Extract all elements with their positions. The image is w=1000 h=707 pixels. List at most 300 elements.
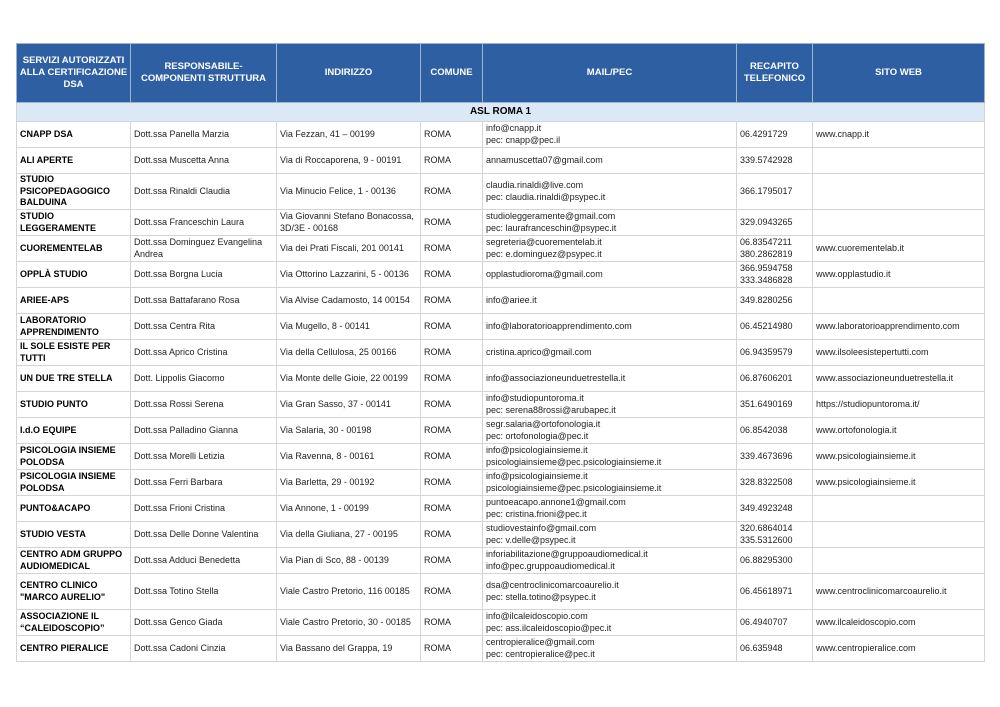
header-recapito: RECAPITO TELEFONICO bbox=[737, 44, 813, 103]
responsible-cell bbox=[131, 496, 277, 522]
comune-text: ROMA bbox=[424, 242, 451, 253]
service-name-cell bbox=[17, 236, 131, 262]
phone-cell bbox=[737, 262, 813, 288]
phone-cell bbox=[737, 288, 813, 314]
comune-text: ROMA bbox=[424, 528, 451, 539]
service-name-cell bbox=[17, 548, 131, 574]
resp-text: Dott.ssa Borgna Lucia bbox=[134, 268, 223, 279]
tel-text: 06.4940707 bbox=[740, 616, 788, 627]
website-cell bbox=[813, 366, 985, 392]
mail-text: info@psicologiainsieme.it bbox=[486, 471, 588, 481]
address-cell bbox=[277, 340, 421, 366]
tel-text: 06.94359579 bbox=[740, 346, 793, 357]
address-cell bbox=[277, 548, 421, 574]
address-cell bbox=[277, 444, 421, 470]
table-row bbox=[17, 444, 985, 470]
mail-text: segreteria@cuorementelab.it bbox=[486, 237, 602, 247]
table-row bbox=[17, 418, 985, 444]
mail-text: pec: cristina.frioni@pec.it bbox=[486, 508, 587, 519]
header-servizi: SERVIZI AUTORIZZATI ALLA CERTIFICAZIONE DSA bbox=[17, 44, 131, 103]
web-text: www.opplastudio.it bbox=[816, 268, 891, 279]
phone-cell bbox=[737, 366, 813, 392]
address-cell bbox=[277, 574, 421, 610]
name-text: PSICOLOGIA INSIEME POLODSA bbox=[20, 445, 116, 467]
comune-cell bbox=[421, 366, 483, 392]
name-text: ARIEE-APS bbox=[20, 294, 70, 305]
responsible-cell bbox=[131, 148, 277, 174]
mail-cell bbox=[483, 262, 737, 288]
responsible-cell bbox=[131, 174, 277, 210]
address-cell bbox=[277, 610, 421, 636]
web-text: www.cnapp.it bbox=[816, 128, 870, 139]
resp-text: Dott.ssa Panella Marzia bbox=[134, 128, 230, 139]
resp-text: Dott.ssa Genco Giada bbox=[134, 616, 223, 627]
mail-text: info@pec.gruppoaudiomedical.it bbox=[486, 560, 615, 571]
website-cell bbox=[813, 610, 985, 636]
website-cell bbox=[813, 636, 985, 662]
mail-text: pec: centropieralice@pec.it bbox=[486, 648, 595, 659]
website-cell bbox=[813, 340, 985, 366]
resp-text: Dott.ssa Franceschin Laura bbox=[134, 216, 245, 227]
table-row bbox=[17, 574, 985, 610]
service-name-cell bbox=[17, 288, 131, 314]
web-text: www.ilsoleesistepertutti.com bbox=[816, 346, 929, 357]
mail-cell bbox=[483, 574, 737, 610]
addr-text: Via Fezzan, 41 – 00199 bbox=[280, 128, 375, 139]
phone-cell bbox=[737, 470, 813, 496]
mail-text: puntoeacapo.annone1@gmail.com bbox=[486, 497, 626, 507]
comune-text: ROMA bbox=[424, 554, 451, 565]
table-row bbox=[17, 496, 985, 522]
address-cell bbox=[277, 522, 421, 548]
name-text: UN DUE TRE STELLA bbox=[20, 372, 113, 383]
website-cell bbox=[813, 174, 985, 210]
service-name-cell bbox=[17, 262, 131, 288]
name-text: CENTRO CLINICO "MARCO AURELIO" bbox=[20, 580, 106, 602]
comune-cell bbox=[421, 636, 483, 662]
address-cell bbox=[277, 418, 421, 444]
comune-text: ROMA bbox=[424, 216, 451, 227]
web-text: www.associazioneunduetrestella.it bbox=[816, 372, 954, 383]
table-row bbox=[17, 470, 985, 496]
resp-text: Dott.ssa Battafarano Rosa bbox=[134, 294, 240, 305]
addr-text: Via Gran Sasso, 37 - 00141 bbox=[280, 398, 391, 409]
name-text: PUNTO&ACAPO bbox=[20, 502, 91, 513]
service-name-cell bbox=[17, 340, 131, 366]
responsible-cell bbox=[131, 122, 277, 148]
mail-cell bbox=[483, 636, 737, 662]
web-text: www.centropieralice.com bbox=[816, 642, 916, 653]
mail-text: psicologiainsieme@pec.psicologiainsieme.it bbox=[486, 482, 662, 493]
mail-text: pec: v.delle@psypec.it bbox=[486, 534, 576, 545]
name-text: OPPLÀ STUDIO bbox=[20, 268, 88, 279]
addr-text: Via Monte delle Gioie, 22 00199 bbox=[280, 372, 408, 383]
service-name-cell bbox=[17, 366, 131, 392]
website-cell bbox=[813, 418, 985, 444]
responsible-cell bbox=[131, 548, 277, 574]
resp-text: Dott.ssa Adduci Benedetta bbox=[134, 554, 241, 565]
address-cell bbox=[277, 470, 421, 496]
comune-cell bbox=[421, 470, 483, 496]
addr-text: Via Ravenna, 8 - 00161 bbox=[280, 450, 375, 461]
mail-cell bbox=[483, 470, 737, 496]
mail-text: info@associazioneunduetrestella.it bbox=[486, 372, 626, 383]
service-name-cell bbox=[17, 418, 131, 444]
comune-text: ROMA bbox=[424, 616, 451, 627]
comune-cell bbox=[421, 174, 483, 210]
comune-cell bbox=[421, 522, 483, 548]
comune-cell bbox=[421, 210, 483, 236]
responsible-cell bbox=[131, 236, 277, 262]
phone-cell bbox=[737, 418, 813, 444]
web-text: www.ortofonologia.it bbox=[816, 424, 897, 435]
name-text: ASSOCIAZIONE IL “CALEIDOSCOPIO” bbox=[20, 611, 105, 633]
mail-text: info@studiopuntoroma.it bbox=[486, 393, 584, 403]
phone-cell bbox=[737, 496, 813, 522]
tel-text: 06.83547211 bbox=[740, 237, 792, 247]
addr-text: Viale Castro Pretorio, 116 00185 bbox=[280, 585, 410, 596]
tel-text: 328.8322508 bbox=[740, 476, 793, 487]
web-text: www.cuorementelab.it bbox=[816, 242, 905, 253]
mail-text: inforiabilitazione@gruppoaudiomedical.it bbox=[486, 549, 648, 559]
service-name-cell bbox=[17, 392, 131, 418]
mail-cell bbox=[483, 610, 737, 636]
mail-text: info@ilcaleidoscopio.com bbox=[486, 611, 588, 621]
mail-text: psicologiainsieme@pec.psicologiainsieme.it bbox=[486, 456, 662, 467]
mail-text: pec: stella.totino@psypec.it bbox=[486, 591, 596, 602]
resp-text: Dott.ssa Aprico Cristina bbox=[134, 346, 228, 357]
web-text: www.laboratorioapprendimento.com bbox=[816, 320, 960, 331]
name-text: CENTRO PIERALICE bbox=[20, 642, 109, 653]
tel-text: 320.6864014 bbox=[740, 523, 793, 533]
addr-text: Via Ottorino Lazzarini, 5 - 00136 bbox=[280, 268, 409, 279]
service-name-cell bbox=[17, 574, 131, 610]
comune-cell bbox=[421, 610, 483, 636]
website-cell bbox=[813, 548, 985, 574]
name-text: PSICOLOGIA INSIEME POLODSA bbox=[20, 471, 116, 493]
responsible-cell bbox=[131, 418, 277, 444]
tel-text: 06.45214980 bbox=[740, 320, 793, 331]
comune-cell bbox=[421, 418, 483, 444]
addr-text: Via della Giuliana, 27 - 00195 bbox=[280, 528, 398, 539]
resp-text: Dott.ssa Rinaldi Claudia bbox=[134, 185, 231, 196]
tel-text: 349.4923248 bbox=[740, 502, 793, 513]
mail-cell bbox=[483, 392, 737, 418]
responsible-cell bbox=[131, 314, 277, 340]
comune-text: ROMA bbox=[424, 450, 451, 461]
mail-cell bbox=[483, 496, 737, 522]
addr-text: Via Salaria, 30 - 00198 bbox=[280, 424, 372, 435]
addr-text: Via Giovanni Stefano Bonacossa, 3D/3E - 00168 bbox=[280, 211, 414, 233]
address-cell bbox=[277, 496, 421, 522]
service-name-cell bbox=[17, 522, 131, 548]
comune-text: ROMA bbox=[424, 424, 451, 435]
comune-text: ROMA bbox=[424, 502, 451, 513]
mail-text: pec: cnapp@pec.il bbox=[486, 134, 561, 145]
service-name-cell bbox=[17, 174, 131, 210]
addr-text: Via della Cellulosa, 25 00166 bbox=[280, 346, 397, 357]
section-title: ASL ROMA 1 bbox=[17, 103, 985, 122]
address-cell bbox=[277, 236, 421, 262]
responsible-cell bbox=[131, 610, 277, 636]
service-name-cell bbox=[17, 636, 131, 662]
phone-cell bbox=[737, 574, 813, 610]
document-page bbox=[16, 43, 985, 662]
tel-text: 333.3486828 bbox=[740, 274, 793, 285]
service-name-cell bbox=[17, 314, 131, 340]
name-text: CNAPP DSA bbox=[20, 128, 73, 139]
web-text: https://studiopuntoroma.it/ bbox=[816, 398, 920, 409]
comune-cell bbox=[421, 236, 483, 262]
comune-cell bbox=[421, 548, 483, 574]
responsible-cell bbox=[131, 574, 277, 610]
responsible-cell bbox=[131, 288, 277, 314]
responsible-cell bbox=[131, 340, 277, 366]
name-text: I.d.O EQUIPE bbox=[20, 424, 77, 435]
phone-cell bbox=[737, 522, 813, 548]
mail-text: info@cnapp.it bbox=[486, 123, 542, 133]
mail-text: claudia.rinaldi@live.com bbox=[486, 180, 584, 190]
table-row bbox=[17, 366, 985, 392]
website-cell bbox=[813, 444, 985, 470]
tel-text: 06.88295300 bbox=[740, 554, 793, 565]
mail-cell bbox=[483, 340, 737, 366]
phone-cell bbox=[737, 392, 813, 418]
comune-text: ROMA bbox=[424, 128, 451, 139]
addr-text: Via Mugello, 8 - 00141 bbox=[280, 320, 370, 331]
name-text: IL SOLE ESISTE PER TUTTI bbox=[20, 341, 111, 363]
tel-text: 349.8280256 bbox=[740, 294, 793, 305]
address-cell bbox=[277, 122, 421, 148]
table-row bbox=[17, 314, 985, 340]
header-indirizzo: INDIRIZZO bbox=[277, 44, 421, 103]
comune-text: ROMA bbox=[424, 398, 451, 409]
name-text: STUDIO LEGGERAMENTE bbox=[20, 211, 97, 233]
mail-text: studiovestainfo@gmail.com bbox=[486, 523, 597, 533]
address-cell bbox=[277, 262, 421, 288]
resp-text: Dott.ssa Palladino Gianna bbox=[134, 424, 239, 435]
mail-text: pec: ass.ilcaleidoscopio@pec.it bbox=[486, 622, 612, 633]
website-cell bbox=[813, 288, 985, 314]
addr-text: Via Annone, 1 - 00199 bbox=[280, 502, 369, 513]
responsible-cell bbox=[131, 392, 277, 418]
table-row bbox=[17, 610, 985, 636]
mail-cell bbox=[483, 148, 737, 174]
resp-text: Dott.ssa Delle Donne Valentina bbox=[134, 528, 259, 539]
mail-cell bbox=[483, 236, 737, 262]
comune-text: ROMA bbox=[424, 320, 451, 331]
addr-text: Via Barletta, 29 - 00192 bbox=[280, 476, 375, 487]
comune-text: ROMA bbox=[424, 372, 451, 383]
table-row bbox=[17, 288, 985, 314]
section-row bbox=[17, 103, 985, 122]
resp-text: Dott.ssa Frioni Cristina bbox=[134, 502, 226, 513]
name-text: STUDIO VESTA bbox=[20, 528, 86, 539]
address-cell bbox=[277, 288, 421, 314]
comune-text: ROMA bbox=[424, 642, 451, 653]
comune-text: ROMA bbox=[424, 268, 451, 279]
table-row bbox=[17, 636, 985, 662]
tel-text: 06.635948 bbox=[740, 642, 783, 653]
tel-text: 06.4291729 bbox=[740, 128, 788, 139]
table-row bbox=[17, 548, 985, 574]
table-row bbox=[17, 174, 985, 210]
web-text: www.psicologiainsieme.it bbox=[816, 450, 916, 461]
phone-cell bbox=[737, 314, 813, 340]
mail-cell bbox=[483, 548, 737, 574]
service-name-cell bbox=[17, 210, 131, 236]
responsible-cell bbox=[131, 210, 277, 236]
table-row bbox=[17, 148, 985, 174]
table-header-row bbox=[17, 44, 985, 103]
header-mail-pec: MAIL/PEC bbox=[483, 44, 737, 103]
website-cell bbox=[813, 122, 985, 148]
resp-text: Dott.ssa Morelli Letizia bbox=[134, 450, 225, 461]
mail-text: info@psicologiainsieme.it bbox=[486, 445, 588, 455]
mail-cell bbox=[483, 122, 737, 148]
resp-text: Dott.ssa Cadoni Cinzia bbox=[134, 642, 226, 653]
tel-text: 339.5742928 bbox=[740, 154, 793, 165]
mail-text: centropieralice@gmail.com bbox=[486, 637, 595, 647]
name-text: LABORATORIO APPRENDIMENTO bbox=[20, 315, 99, 337]
comune-text: ROMA bbox=[424, 346, 451, 357]
web-text: www.centroclinicomarcoaurelio.it bbox=[816, 585, 947, 596]
phone-cell bbox=[737, 210, 813, 236]
addr-text: Via di Roccaporena, 9 - 00191 bbox=[280, 154, 402, 165]
comune-cell bbox=[421, 496, 483, 522]
service-name-cell bbox=[17, 148, 131, 174]
tel-text: 329.0943265 bbox=[740, 216, 793, 227]
mail-text: opplastudioroma@gmail.com bbox=[486, 268, 603, 279]
comune-cell bbox=[421, 574, 483, 610]
phone-cell bbox=[737, 340, 813, 366]
website-cell bbox=[813, 574, 985, 610]
responsible-cell bbox=[131, 636, 277, 662]
tel-text: 366.1795017 bbox=[740, 185, 793, 196]
name-text: ALI APERTE bbox=[20, 154, 74, 165]
website-cell bbox=[813, 522, 985, 548]
mail-text: pec: claudia.rinaldi@psypec.it bbox=[486, 191, 606, 202]
comune-text: ROMA bbox=[424, 476, 451, 487]
comune-text: ROMA bbox=[424, 294, 451, 305]
website-cell bbox=[813, 236, 985, 262]
mail-text: info@laboratorioapprendimento.com bbox=[486, 320, 632, 331]
phone-cell bbox=[737, 148, 813, 174]
header-comune: COMUNE bbox=[421, 44, 483, 103]
table-row bbox=[17, 522, 985, 548]
table-row bbox=[17, 122, 985, 148]
addr-text: Via dei Prati Fiscali, 201 00141 bbox=[280, 242, 404, 253]
addr-text: Via Minucio Felice, 1 - 00136 bbox=[280, 185, 396, 196]
phone-cell bbox=[737, 174, 813, 210]
resp-text: Dott.ssa Totino Stella bbox=[134, 585, 219, 596]
phone-cell bbox=[737, 636, 813, 662]
website-cell bbox=[813, 262, 985, 288]
name-text: CUOREMENTELAB bbox=[20, 242, 103, 253]
dsa-services-table bbox=[16, 43, 985, 662]
website-cell bbox=[813, 496, 985, 522]
website-cell bbox=[813, 314, 985, 340]
phone-cell bbox=[737, 122, 813, 148]
web-text: www.ilcaleidoscopio.com bbox=[816, 616, 916, 627]
phone-cell bbox=[737, 236, 813, 262]
mail-cell bbox=[483, 314, 737, 340]
tel-text: 06.87606201 bbox=[740, 372, 793, 383]
website-cell bbox=[813, 148, 985, 174]
table-row bbox=[17, 392, 985, 418]
resp-text: Dott.ssa Rossi Serena bbox=[134, 398, 224, 409]
phone-cell bbox=[737, 610, 813, 636]
tel-text: 335.5312600 bbox=[740, 534, 793, 545]
address-cell bbox=[277, 314, 421, 340]
mail-cell bbox=[483, 418, 737, 444]
tel-text: 380.2862819 bbox=[740, 248, 793, 259]
resp-text: Dott.ssa Centra Rita bbox=[134, 320, 216, 331]
comune-cell bbox=[421, 340, 483, 366]
tel-text: 339.4673696 bbox=[740, 450, 793, 461]
web-text: www.psicologiainsieme.it bbox=[816, 476, 916, 487]
tel-text: 06.45618971 bbox=[740, 585, 793, 596]
service-name-cell bbox=[17, 496, 131, 522]
comune-cell bbox=[421, 444, 483, 470]
addr-text: Via Pian di Sco, 88 - 00139 bbox=[280, 554, 389, 565]
resp-text: Dott. Lippolis Giacomo bbox=[134, 372, 225, 383]
table-row bbox=[17, 262, 985, 288]
comune-text: ROMA bbox=[424, 585, 451, 596]
mail-text: cristina.aprico@gmail.com bbox=[486, 346, 592, 357]
website-cell bbox=[813, 392, 985, 418]
comune-cell bbox=[421, 392, 483, 418]
mail-text: pec: laurafranceschin@psypec.it bbox=[486, 222, 617, 233]
addr-text: Viale Castro Pretorio, 30 - 00185 bbox=[280, 616, 411, 627]
responsible-cell bbox=[131, 262, 277, 288]
phone-cell bbox=[737, 548, 813, 574]
mail-text: annamuscetta07@gmail.com bbox=[486, 154, 603, 165]
mail-cell bbox=[483, 210, 737, 236]
comune-text: ROMA bbox=[424, 154, 451, 165]
table-row bbox=[17, 340, 985, 366]
mail-cell bbox=[483, 174, 737, 210]
addr-text: Via Bassano del Grappa, 19 bbox=[280, 642, 393, 653]
responsible-cell bbox=[131, 366, 277, 392]
phone-cell bbox=[737, 444, 813, 470]
resp-text: Dott.ssa Dominguez Evangelina Andrea bbox=[134, 237, 263, 259]
comune-cell bbox=[421, 148, 483, 174]
mail-text: info@ariee.it bbox=[486, 294, 537, 305]
mail-text: segr.salaria@ortofonologia.it bbox=[486, 419, 601, 429]
addr-text: Via Alvise Cadamosto, 14 00154 bbox=[280, 294, 410, 305]
name-text: STUDIO PSICOPEDAGOGICO BALDUINA bbox=[20, 174, 111, 208]
mail-text: studioleggeramente@gmail.com bbox=[486, 211, 616, 221]
header-responsabile: RESPONSABILE-COMPONENTI STRUTTURA bbox=[131, 44, 277, 103]
comune-text: ROMA bbox=[424, 185, 451, 196]
address-cell bbox=[277, 210, 421, 236]
mail-cell bbox=[483, 288, 737, 314]
address-cell bbox=[277, 366, 421, 392]
table-row bbox=[17, 210, 985, 236]
service-name-cell bbox=[17, 470, 131, 496]
name-text: CENTRO ADM GRUPPO AUDIOMEDICAL bbox=[20, 549, 123, 571]
mail-text: dsa@centroclinicomarcoaurelio.it bbox=[486, 580, 619, 590]
mail-text: pec: ortofonologia@pec.it bbox=[486, 430, 589, 441]
address-cell bbox=[277, 174, 421, 210]
comune-cell bbox=[421, 314, 483, 340]
service-name-cell bbox=[17, 444, 131, 470]
header-sito-web: SITO WEB bbox=[813, 44, 985, 103]
mail-text: pec: e.dominguez@psypec.it bbox=[486, 248, 602, 259]
website-cell bbox=[813, 470, 985, 496]
resp-text: Dott.ssa Muscetta Anna bbox=[134, 154, 230, 165]
